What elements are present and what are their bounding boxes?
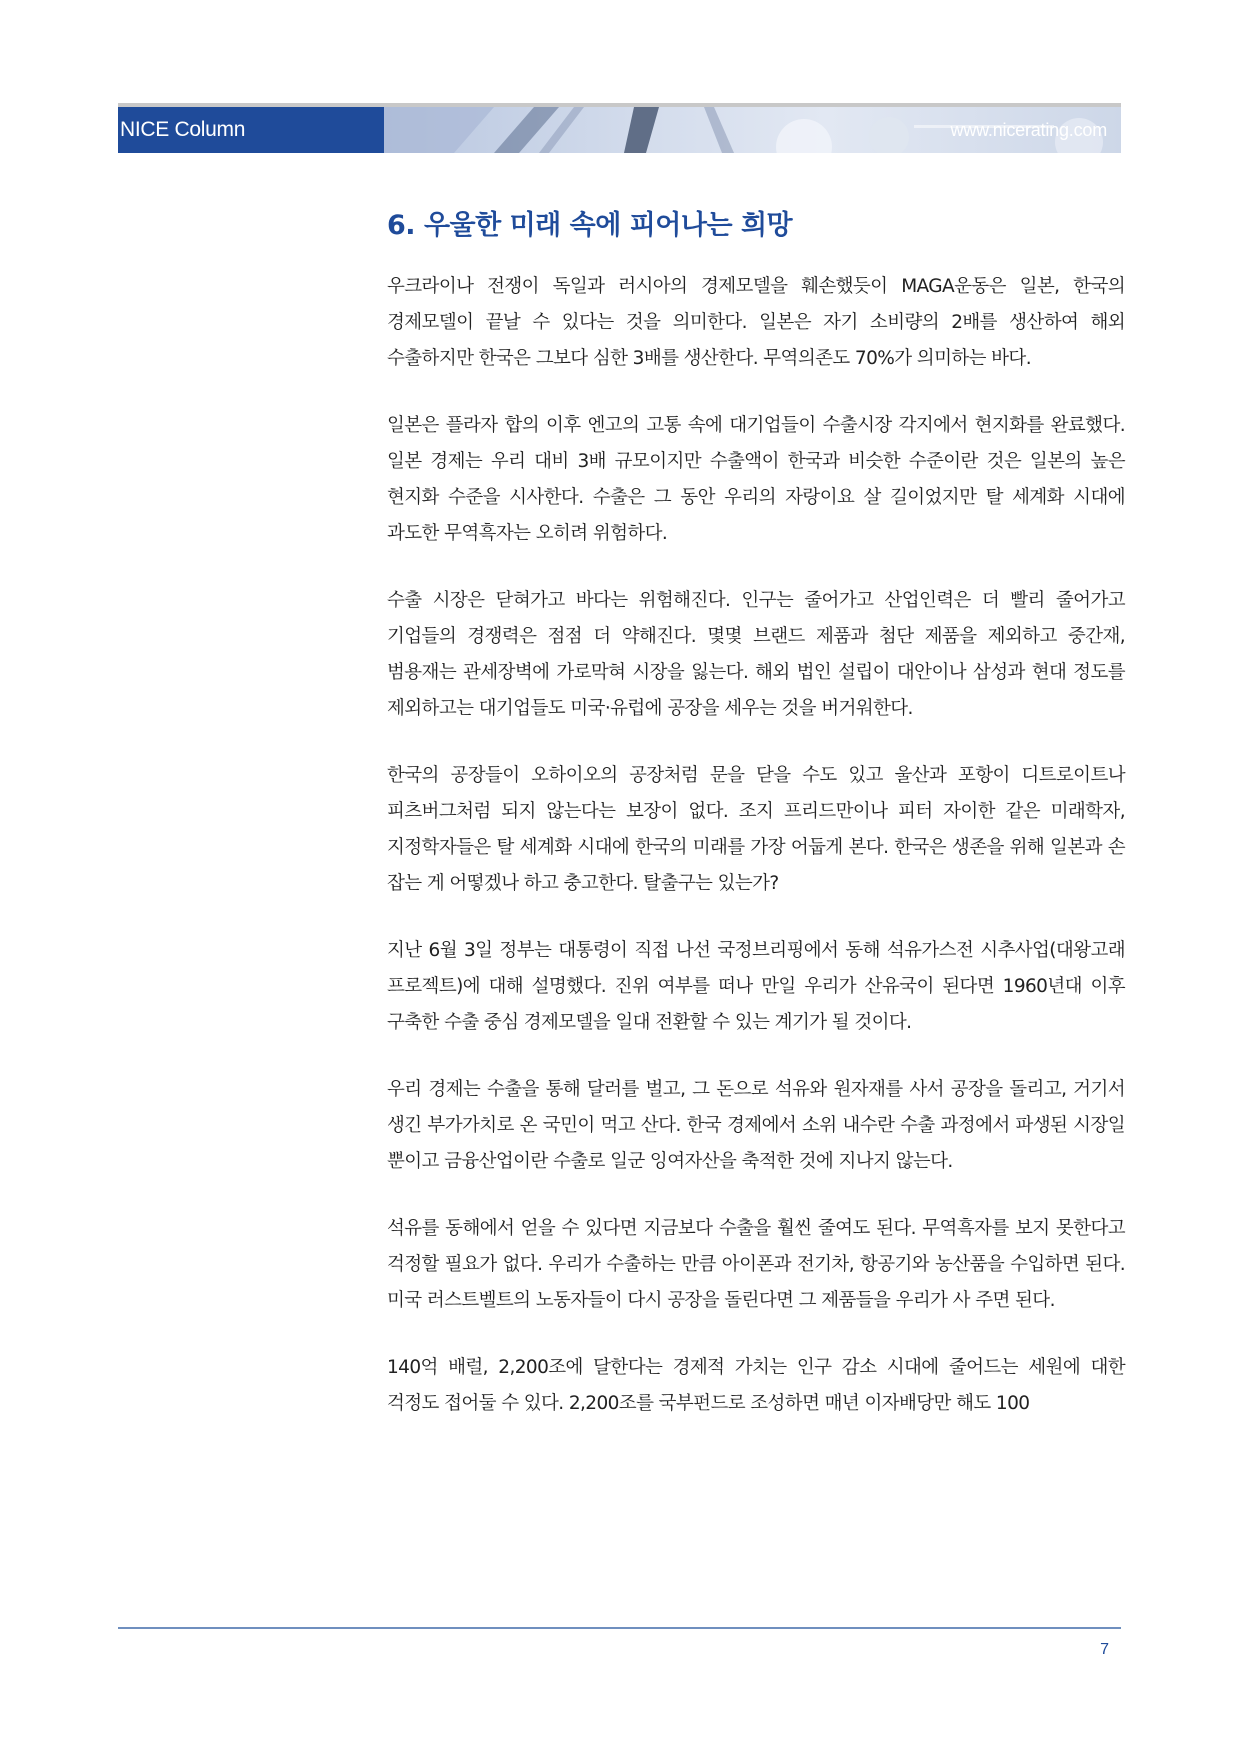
paragraph: 일본은 플라자 합의 이후 엔고의 고통 속에 대기업들이 수출시장 각지에서 현지화를 완료했다. 일본 경제는 우리 대비 3배 규모이지만 수출액이 한국과 비슷한 수준이란 것은 일본의 높은 현지화 수준을 시사한다. 수출은 그 동안 우리의 자랑이요 살 길이었지만 탈 세계화 시대에 과도한 무역흑자는 오히려 위험하다. bbox=[387, 415, 1125, 544]
article-content bbox=[387, 205, 1125, 1453]
paragraph: 140억 배럴, 2,200조에 달한다는 경제적 가치는 인구 감소 시대에 줄어드는 세원에 대한 걱정도 접어둘 수 있다. 2,200조를 국부펀드로 조성하면 매년 이자배당만 해도 100 bbox=[387, 1357, 1125, 1414]
header-brand-label: NICE Column bbox=[118, 107, 384, 153]
paragraph: 우크라이나 전쟁이 독일과 러시아의 경제모델을 훼손했듯이 MAGA운동은 일본, 한국의 경제모델이 끝날 수 있다는 것을 의미한다. 일본은 자기 소비량의 2배를 생산하여 해외 수출하지만 한국은 그보다 심한 3배를 생산한다. 무역의존도 70%가 의미하는 바다. bbox=[387, 276, 1125, 369]
header-website-url: www.nicerating.com bbox=[950, 120, 1107, 140]
paragraph: 지난 6월 3일 정부는 대통령이 직접 나선 국정브리핑에서 동해 석유가스전 시추사업(대왕고래 프로젝트)에 대해 설명했다. 진위 여부를 떠나 만일 우리가 산유국이 된다면 1960년대 이후 구축한 수출 중심 경제모델을 일대 전환할 수 있는 계기가 될 것이다. bbox=[387, 940, 1125, 1033]
paragraph: 한국의 공장들이 오하이오의 공장처럼 문을 닫을 수도 있고 울산과 포항이 디트로이트나 피츠버그처럼 되지 않는다는 보장이 없다. 조지 프리드만이나 피터 자이한 같은 미래학자, 지정학자들은 탈 세계화 시대에 한국의 미래를 가장 어둡게 본다. 한국은 생존을 위해 일본과 손 잡는 게 어떻겠나 하고 충고한다. 탈출구는 있는가? bbox=[387, 765, 1125, 894]
section-title: 6. 우울한 미래 속에 피어나는 희망 bbox=[387, 210, 793, 241]
paragraph: 석유를 동해에서 얻을 수 있다면 지금보다 수출을 훨씬 줄여도 된다. 무역흑자를 보지 못한다고 걱정할 필요가 없다. 우리가 수출하는 만큼 아이폰과 전기차, 항공기와 농산품을 수입하면 된다. 미국 러스트벨트의 노동자들이 다시 공장을 돌린다면 그 제품들을 우리가 사 주면 된다. bbox=[387, 1218, 1125, 1311]
paragraph: 우리 경제는 수출을 통해 달러를 벌고, 그 돈으로 석유와 원자재를 사서 공장을 돌리고, 거기서 생긴 부가가치로 온 국민이 먹고 산다. 한국 경제에서 소위 내수란 수출 과정에서 파생된 시장일 뿐이고 금융산업이란 수출로 일군 잉여자산을 축적한 것에 지나지 않는다. bbox=[387, 1079, 1125, 1172]
page-number: 7 bbox=[1100, 1641, 1109, 1658]
footer-divider bbox=[118, 1627, 1121, 1629]
paragraph: 수출 시장은 닫혀가고 바다는 위험해진다. 인구는 줄어가고 산업인력은 더 빨리 줄어가고 기업들의 경쟁력은 점점 더 약해진다. 몇몇 브랜드 제품과 첨단 제품을 제외하고 중간재, 범용재는 관세장벽에 가로막혀 시장을 잃는다. 해외 법인 설립이 대안이나 삼성과 현대 정도를 제외하고는 대기업들도 미국·유럽에 공장을 세우는 것을 버거워한다. bbox=[387, 590, 1125, 719]
page-header bbox=[118, 103, 1121, 153]
header-banner-image bbox=[384, 107, 1121, 153]
